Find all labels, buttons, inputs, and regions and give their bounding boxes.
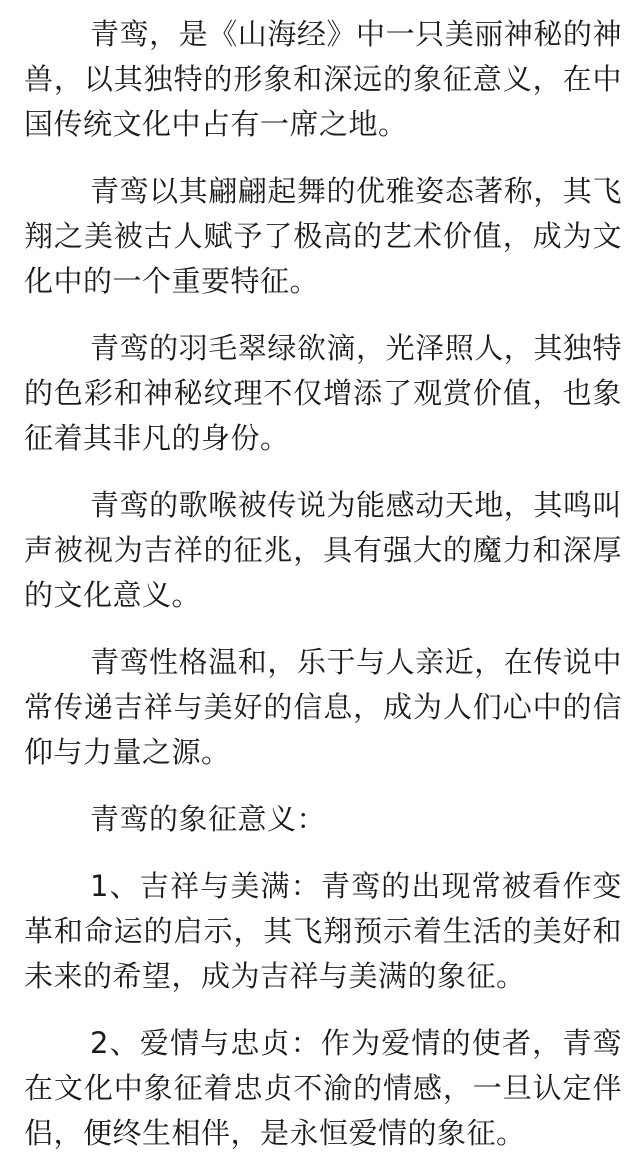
- paragraph-temperament: 青鸾性格温和，乐于与人亲近，在传说中常传递吉祥与美好的信息，成为人们心中的信仰与力量之源。: [24, 645, 622, 769]
- list-item-auspicious: 1、吉祥与美满：青鸾的出现常被看作变革和命运的启示，其飞翔预示着生活的美好和未来的希望，成为吉祥与美满的象征。: [24, 869, 622, 993]
- list-item-love: 2、爱情与忠贞：作为爱情的使者，青鸾在文化中象征着忠贞不渝的情感，一旦认定伴侣，便终生相伴，是永恒爱情的象征。: [24, 1026, 622, 1150]
- paragraph-feathers: 青鸾的羽毛翠绿欲滴，光泽照人，其独特的色彩和神秘纹理不仅增添了观赏价值，也象征着其非凡的身份。: [24, 331, 622, 455]
- paragraph-intro: 青鸾，是《山海经》中一只美丽神秘的神兽，以其独特的形象和深远的象征意义，在中国传统文化中占有一席之地。: [24, 17, 622, 141]
- paragraph-song: 青鸾的歌喉被传说为能感动天地，其鸣叫声被视为吉祥的征兆，具有强大的魔力和深厚的文化意义。: [24, 488, 622, 612]
- paragraph-dance: 青鸾以其翩翩起舞的优雅姿态著称，其飞翔之美被古人赋予了极高的艺术价值，成为文化中的一个重要特征。: [24, 174, 622, 298]
- section-heading-symbolism: 青鸾的象征意义：: [90, 802, 327, 836]
